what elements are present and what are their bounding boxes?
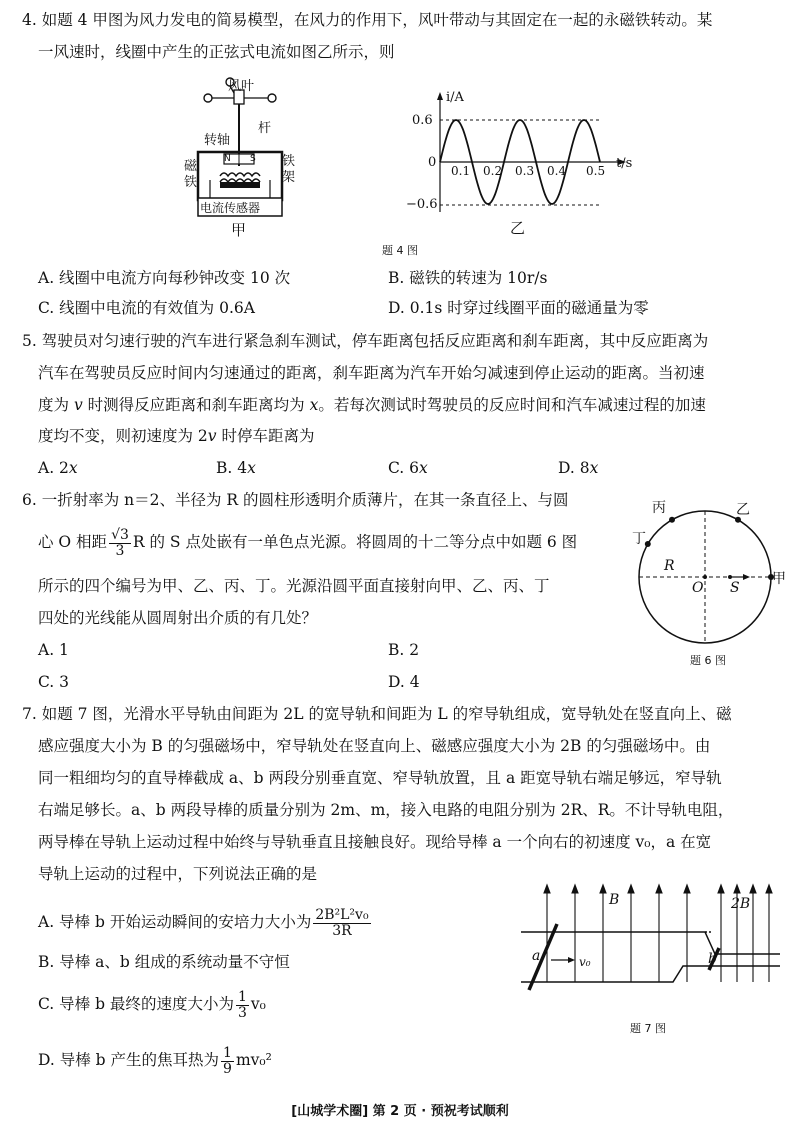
tick-x-0.1: 0.1 xyxy=(451,164,471,178)
q6-option-d: D. 4 xyxy=(388,673,420,691)
tick-x-0.4: 0.4 xyxy=(547,164,567,178)
radius-label: R xyxy=(664,558,675,574)
label-S: S xyxy=(250,154,256,164)
q7-stem-line4: 右端足够长。a、b 两段导棒的质量分别为 2m、m，接入电路的电阻分别为 2R、R。不计导轨电阻， xyxy=(38,801,734,819)
q5-option-c: C. 6x xyxy=(388,459,428,477)
field-B-label: B xyxy=(609,892,620,908)
label-gan: 杆 xyxy=(258,121,272,136)
q7-stem-line6: 导轨上运动的过程中，下列说法正确的是 xyxy=(38,865,318,883)
q4-option-d: D. 0.1s 时穿过线圈平面的磁通量为零 xyxy=(388,299,649,317)
q4-figure-caption: 题 4 图 xyxy=(382,244,418,257)
q6-option-b: B. 2 xyxy=(388,641,420,659)
q7-stem-line1: 7. 如题 7 图，光滑水平导轨由间距为 2L 的宽导轨和间距为 L 的窄导轨组成，宽导轨处在竖直向上、磁 xyxy=(22,705,732,723)
q6-figure xyxy=(630,495,780,650)
label-fengye: 风叶 xyxy=(228,79,255,94)
label-sensor: 电流传感器 xyxy=(200,201,261,215)
q6-stem-line4: 四处的光线能从圆周射出介质的有几处？ xyxy=(38,609,318,627)
fig-yi-caption: 乙 xyxy=(510,219,526,237)
q7-stem-line5: 两导棒在导轨上运动过程中始终与导轨垂直且接触良好。现给导棒 a 一个向右的初速度 v₀，a 在宽 xyxy=(38,833,712,851)
q7-stem-line2: 感应强度大小为 B 的匀强磁场中，窄导轨处在竖直向上、磁感应强度大小为 2B 的匀强磁场中。由 xyxy=(38,737,711,755)
q6-figure-caption: 题 6 图 xyxy=(690,654,726,667)
page-footer: [山城学术圈] 第 2 页 · 预祝考试顺利 xyxy=(291,1104,509,1119)
q7-option-b: B. 导棒 a、b 组成的系统动量不守恒 xyxy=(38,953,290,971)
tick-neg0.6: −0.6 xyxy=(406,197,438,212)
q6-option-c: C. 3 xyxy=(38,673,70,691)
q6-option-a: A. 1 xyxy=(38,641,69,659)
label-jia: 架 xyxy=(282,170,296,185)
label-tie: 铁 xyxy=(184,175,198,190)
q7-option-d: D. 导棒 b 产生的焦耳热为 $\frac{1}{9}$ mv₀² xyxy=(38,1044,272,1077)
q7-option-c: C. 导棒 b 最终的速度大小为 $\frac{1}{3}$ v₀ xyxy=(38,988,266,1021)
q4-option-b: B. 磁铁的转速为 10r/s xyxy=(388,269,548,287)
point-ding-label: 丁 xyxy=(632,531,646,547)
velocity-v0-label: v₀ xyxy=(579,955,591,969)
q6-stem-line3: 所示的四个编号为甲、乙、丙、丁。光源沿圆平面直接射向甲、乙、丙、丁 xyxy=(38,577,550,595)
fig-jia-caption: 甲 xyxy=(231,221,247,239)
q7-option-a: A. 导棒 b 开始运动瞬间的安培力大小为 $\frac{\text{2B²L²v₀}}{3R}$ xyxy=(38,906,369,939)
tick-0.6: 0.6 xyxy=(412,113,433,128)
field-2B-label: 2B xyxy=(731,896,751,912)
q4-stem-line1: 4. 如题 4 甲图为风力发电的简易模型，在风力的作用下，风叶带动与其固定在一起的永磁铁转动。某 xyxy=(22,11,713,29)
q5-stem-line1: 5. 驾驶员对匀速行驶的汽车进行紧急刹车测试，停车距离包括反应距离和刹车距离，其中反应距离为 xyxy=(22,332,709,350)
tick-x-0.2: 0.2 xyxy=(483,164,503,178)
q7-stem-line3: 同一粗细均匀的直导棒截成 a、b 两段分别垂直宽、窄导轨放置，且 a 距宽导轨右端足够远，窄导轨 xyxy=(38,769,722,787)
tick-zero: 0 xyxy=(428,155,437,170)
label-zhuanzhou: 转轴 xyxy=(204,133,231,148)
q5-stem-line2: 汽车在驾驶员反应时间内匀速通过的距离，刹车距离为汽车开始匀减速到停止运动的距离。当初速 xyxy=(38,364,705,382)
q4-option-a: A. 线圈中电流方向每秒钟改变 10 次 xyxy=(38,269,291,287)
label-ci: 磁 xyxy=(184,159,198,174)
q5-option-d: D. 8x xyxy=(558,459,599,477)
axis-i-label: i/A xyxy=(446,90,464,105)
q5-option-a: A. 2x xyxy=(38,459,78,477)
q5-stem-line3: 度为 v 时测得反应距离和刹车距离均为 x。若每次测试时驾驶员的反应时间和汽车减速过程的加速 xyxy=(38,396,706,414)
rod-a-label: a xyxy=(532,948,541,964)
q5-option-b: B. 4x xyxy=(216,459,256,477)
label-N: N xyxy=(224,154,231,164)
point-jia-label: 甲 xyxy=(772,571,786,587)
axis-t-label: t/s xyxy=(616,156,633,171)
q5-stem-line4: 度均不变，则初速度为 2v 时停车距离为 xyxy=(38,427,315,445)
q7-figure-caption: 题 7 图 xyxy=(630,1022,666,1035)
label-tie2: 铁 xyxy=(282,154,296,169)
rod-b-label: b xyxy=(708,951,717,967)
q6-stem-line2: 心 O 相距 $\frac{√3}{3}$ R 的 S 点处嵌有一单色点光源。将圆周的十二等分点中如题 6 图 xyxy=(38,527,578,559)
tick-x-0.3: 0.3 xyxy=(515,164,535,178)
q4-stem-line2: 一风速时，线圈中产生的正弦式电流如图乙所示，则 xyxy=(38,43,395,61)
center-label: O xyxy=(692,580,704,596)
tick-x-0.5: 0.5 xyxy=(586,164,606,178)
point-yi-label: 乙 xyxy=(736,502,750,518)
q6-stem-line1: 6. 一折射率为 n＝2、半径为 R 的圆柱形透明介质薄片，在其一条直径上、与圆 xyxy=(22,491,569,509)
source-label: S xyxy=(730,580,740,596)
q4-option-c: C. 线圈中电流的有效值为 0.6A xyxy=(38,299,255,317)
point-bing-label: 丙 xyxy=(652,500,666,516)
